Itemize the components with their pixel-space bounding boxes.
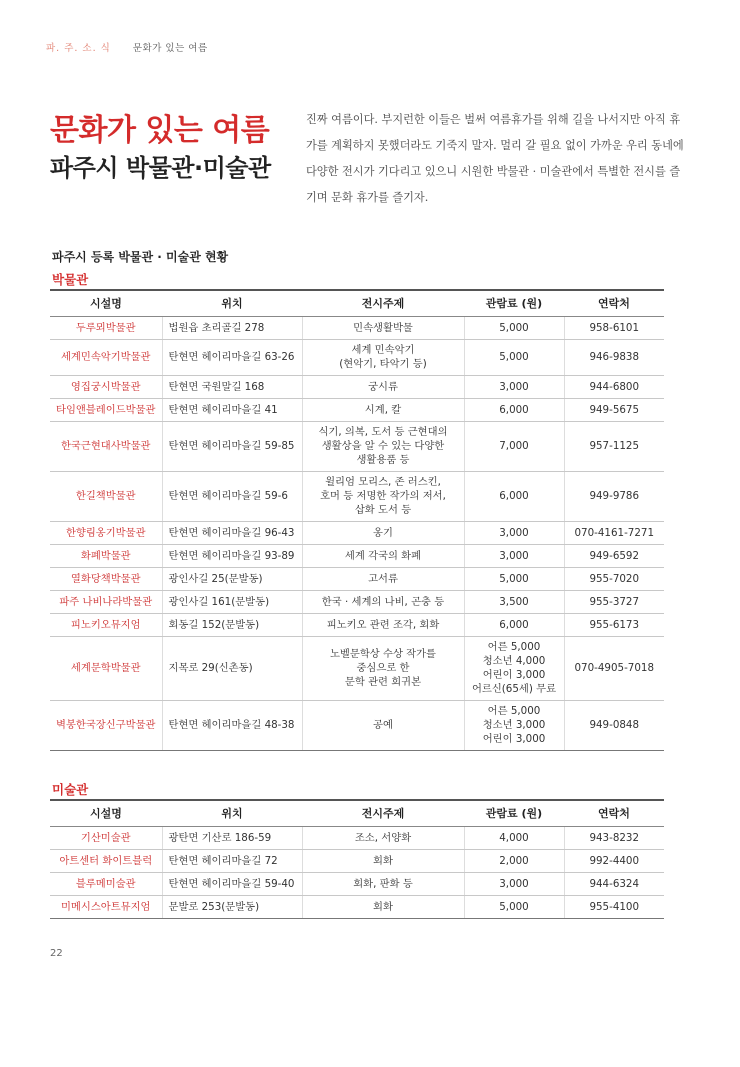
exhibit-theme-line: 생활용품 등 [356,454,410,466]
admission-fee [464,590,564,613]
exhibit-theme [302,826,464,849]
exhibit-theme [302,872,464,895]
contact-number: 946-9838 [564,339,664,375]
art-table [50,799,664,919]
admission-fee [464,826,564,849]
facility-location: 광인사길 161(문발동) [162,590,302,613]
facility-location: 탄현면 헤이리마을길 48-38 [162,700,302,750]
admission-fee-line: 3,000 [499,877,529,890]
exhibit-theme-line: 조소, 서양화 [354,831,412,844]
exhibit-theme [302,316,464,339]
facility-location: 지목로 29(신촌동) [162,636,302,700]
facility-location: 광탄면 기산로 186-59 [162,826,302,849]
page-number: 22 [50,948,63,959]
exhibit-theme [302,849,464,872]
col-contact: 연락처 [564,800,664,826]
exhibit-theme [302,895,464,918]
admission-fee-line: 2,000 [499,854,529,867]
admission-fee-line: 어른 5,000 [487,641,541,653]
facility-name: 한길책박물관 [50,471,162,521]
museum-rows [50,316,664,750]
admission-fee-line: 5,000 [499,351,529,363]
table-row [50,339,664,375]
exhibit-theme-line: 문학 관련 희귀본 [344,676,422,688]
contact-number: 955-6173 [564,613,664,636]
exhibit-theme-line: 공예 [373,719,393,731]
exhibit-theme [302,521,464,544]
exhibit-theme-line: 식기, 의복, 도서 등 근현대의 [318,426,448,438]
col-contact: 연락처 [564,290,664,316]
exhibit-theme-line: 궁시류 [368,380,398,393]
contact-number: 955-3727 [564,590,664,613]
exhibit-theme-line: 중심으로 한 [356,662,410,674]
admission-fee [464,316,564,339]
table-row [50,826,664,849]
intro-paragraph: 진짜 여름이다. 부지런한 이들은 벌써 여름휴가를 위해 길을 나서지만 아직 휴가를 계획하지 못했더라도 기죽지 말자. 멀리 갈 필요 없이 가까운 우리 동네에 다양한 전시가 기다리고 있으니 시원한 박물관 · 미술관에서 특별한 전시를 즐기며 문화 휴가를 즐기자. [306,113,684,204]
admission-fee-line: 5,000 [499,572,529,585]
admission-fee-line: 3,000 [499,380,529,393]
contact-number: 957-1125 [564,421,664,471]
exhibit-theme-line: 세계 각국의 화폐 [344,549,422,562]
exhibit-theme-line: (현악기, 타악기 등) [339,358,427,370]
table-header-row [50,290,664,316]
exhibit-theme-line: 회화 [373,900,393,913]
col-location: 위치 [162,800,302,826]
facility-name: 파주 나비나라박물관 [50,590,162,613]
admission-fee-line: 7,000 [499,440,529,452]
facility-name: 두루뫼박물관 [50,316,162,339]
admission-fee [464,567,564,590]
contact-number: 992-4400 [564,849,664,872]
facility-name: 기산미술관 [50,826,162,849]
exhibit-theme-line: 한국 · 세계의 나비, 곤충 등 [321,595,445,608]
exhibit-theme-line: 호머 등 저명한 작가의 저서, [320,490,446,502]
exhibit-theme [302,339,464,375]
table-header-row [50,800,664,826]
admission-fee [464,700,564,750]
facility-location: 탄현면 헤이리마을길 72 [162,849,302,872]
facility-location: 탄현면 헤이리마을길 96-43 [162,521,302,544]
contact-number: 070-4161-7271 [564,521,664,544]
admission-fee-line: 5,000 [499,900,529,913]
admission-fee-line: 어린이 3,000 [482,733,546,745]
admission-fee-line: 4,000 [499,831,529,844]
exhibit-theme-line: 피노키오 관련 조각, 회화 [326,618,440,631]
table-row [50,316,664,339]
exhibit-theme-line: 생활상을 알 수 있는 다양한 [321,440,445,452]
facility-location: 문발로 253(문발동) [162,895,302,918]
admission-fee [464,636,564,700]
exhibit-theme [302,398,464,421]
table-row [50,421,664,471]
facility-location: 회동길 152(문발동) [162,613,302,636]
facility-name: 아트센터 화이트블럭 [50,849,162,872]
admission-fee [464,849,564,872]
contact-number: 949-0848 [564,700,664,750]
col-name: 시설명 [50,800,162,826]
admission-fee [464,421,564,471]
museum-table [50,289,664,751]
facility-name: 세계문학박물관 [50,636,162,700]
admission-fee-line: 청소년 3,000 [482,719,546,731]
contact-number: 070-4905-7018 [564,636,664,700]
facility-name: 영집궁시박물관 [50,375,162,398]
facility-name: 미메시스아트뮤지엄 [50,895,162,918]
admission-fee [464,613,564,636]
table-row [50,375,664,398]
table-row [50,544,664,567]
col-fee: 관람료 (원) [464,800,564,826]
admission-fee-line: 3,000 [499,549,529,562]
facility-name: 세계민속악기박물관 [50,339,162,375]
facility-name: 한국근현대사박물관 [50,421,162,471]
exhibit-theme-line: 윌리엄 모리스, 존 러스킨, [325,476,441,488]
table-row [50,895,664,918]
admission-fee-line: 청소년 4,000 [482,655,546,667]
page-title: 문화가 있는 여름 [50,113,270,148]
exhibit-theme-line: 시계, 칼 [364,403,402,416]
admission-fee [464,339,564,375]
table-row [50,590,664,613]
admission-fee-line: 5,000 [499,321,529,334]
contact-number: 955-4100 [564,895,664,918]
admission-fee-line: 어린이 3,000 [482,669,546,681]
admission-fee [464,375,564,398]
facility-name: 한향림옹기박물관 [50,521,162,544]
facility-location: 광인사길 25(문발동) [162,567,302,590]
facility-location: 탄현면 헤이리마을길 59-85 [162,421,302,471]
table-row [50,521,664,544]
facility-name: 피노키오뮤지엄 [50,613,162,636]
contact-number: 949-6592 [564,544,664,567]
exhibit-theme [302,590,464,613]
facility-location: 탄현면 국원말길 168 [162,375,302,398]
exhibit-theme [302,471,464,521]
facility-name: 벽봉한국장신구박물관 [50,700,162,750]
contact-number: 958-6101 [564,316,664,339]
contact-number: 949-9786 [564,471,664,521]
exhibit-theme-line: 노벨문학상 수상 작가를 [329,648,436,660]
contact-number: 949-5675 [564,398,664,421]
exhibit-theme [302,544,464,567]
col-theme: 전시주제 [302,800,464,826]
admission-fee-line: 3,000 [499,526,529,539]
exhibit-theme [302,613,464,636]
art-rows [50,826,664,918]
facility-name: 블루메미술관 [50,872,162,895]
exhibit-theme-line: 회화 [373,854,393,867]
facility-location: 법원읍 초리골길 278 [162,316,302,339]
admission-fee-line: 6,000 [499,490,529,502]
facility-name: 열화당책박물관 [50,567,162,590]
facility-location: 탄현면 헤이리마을길 59-6 [162,471,302,521]
facility-location: 탄현면 헤이리마을길 93-89 [162,544,302,567]
admission-fee [464,872,564,895]
exhibit-theme [302,636,464,700]
exhibit-theme-line: 회화, 판화 등 [353,877,413,890]
contact-number: 944-6324 [564,872,664,895]
col-location: 위치 [162,290,302,316]
exhibit-theme [302,567,464,590]
exhibit-theme [302,700,464,750]
admission-fee-line: 어르신(65세) 무료 [471,683,557,695]
page-subtitle: 파주시 박물관·미술관 [50,154,271,182]
col-fee: 관람료 (원) [464,290,564,316]
facility-location: 탄현면 헤이리마을길 59-40 [162,872,302,895]
table-row [50,398,664,421]
exhibit-theme-line: 삽화 도서 등 [354,504,412,516]
exhibit-theme-line: 세계 민속악기 [351,344,415,356]
col-theme: 전시주제 [302,290,464,316]
museum-category-label: 박물관 [52,272,89,287]
contact-number: 943-8232 [564,826,664,849]
table-row [50,471,664,521]
section-label: 파. 주. 소. 식 [46,43,111,54]
admission-fee-line: 6,000 [499,618,529,631]
art-category-label: 미술관 [52,782,89,797]
admission-fee [464,471,564,521]
admission-fee-line: 어른 5,000 [487,705,541,717]
col-name: 시설명 [50,290,162,316]
admission-fee-line: 6,000 [499,403,529,416]
exhibit-theme-line: 민속생활박물 [353,321,413,334]
exhibit-theme [302,421,464,471]
table-row [50,849,664,872]
contact-number: 944-6800 [564,375,664,398]
admission-fee [464,895,564,918]
facility-name: 타임앤블레이드박물관 [50,398,162,421]
table-row [50,636,664,700]
admission-fee [464,398,564,421]
facility-name: 화폐박물관 [50,544,162,567]
exhibit-theme-line: 고서류 [368,572,398,585]
header-subtitle: 문화가 있는 여름 [132,43,208,54]
table-row [50,700,664,750]
admission-fee [464,521,564,544]
table-row [50,613,664,636]
exhibit-theme-line: 옹기 [373,526,393,539]
page-header [46,40,208,54]
table-row [50,567,664,590]
admission-fee-line: 3,500 [499,595,529,608]
section-title: 파주시 등록 박물관 · 미술관 현황 [52,250,229,264]
admission-fee [464,544,564,567]
contact-number: 955-7020 [564,567,664,590]
table-row [50,872,664,895]
facility-location: 탄현면 헤이리마을길 41 [162,398,302,421]
facility-location: 탄현면 헤이리마을길 63-26 [162,339,302,375]
exhibit-theme [302,375,464,398]
